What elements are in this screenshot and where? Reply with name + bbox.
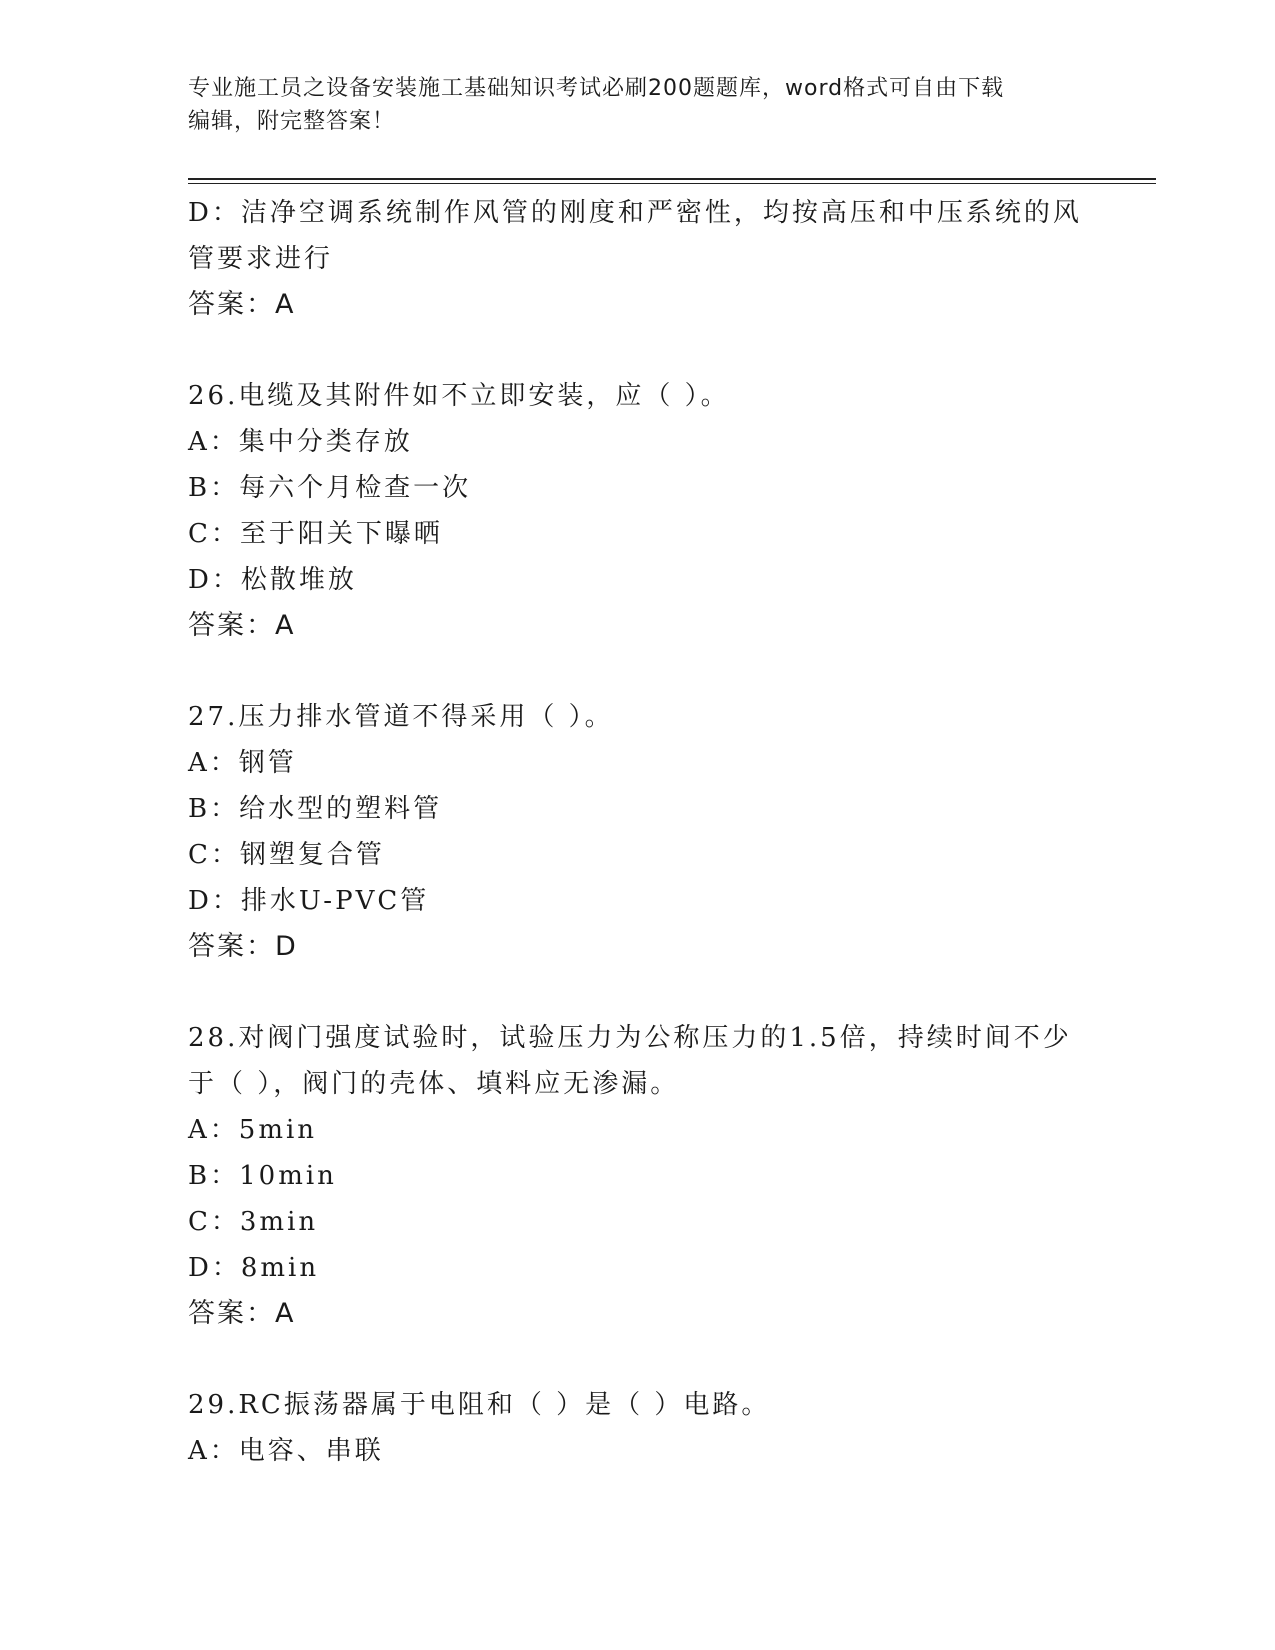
header-title-line1: 专业施工员之设备安装施工基础知识考试必刷200题题库，word格式可自由下载	[188, 76, 1005, 101]
question-stem: 29.RC振荡器属于电阻和（ ）是（ ）电路。	[188, 1390, 771, 1420]
option-d: D：洁净空调系统制作风管的刚度和严密性，均按高压和中压系统的风	[188, 198, 1082, 228]
answer-line: 答案：A	[188, 610, 296, 641]
answer-line: 答案：D	[188, 931, 298, 962]
question-stem: 28.对阀门强度试验时，试验压力为公称压力的1.5倍，持续时间不少	[188, 1023, 1072, 1053]
question-list	[188, 190, 1088, 1474]
question-block-27	[188, 694, 1088, 970]
header-title-line2: 编辑，附完整答案！	[188, 109, 396, 134]
document-header	[188, 72, 1088, 138]
question-block-prev	[188, 190, 1088, 328]
question-block-26	[188, 373, 1088, 649]
question-stem-continued: 于（ ），阀门的壳体、填料应无渗漏。	[188, 1069, 680, 1099]
option-d: D：松散堆放	[188, 565, 357, 595]
question-block-29	[188, 1382, 1088, 1474]
option-c: C：至于阳关下曝晒	[188, 519, 443, 549]
answer-line: 答案：A	[188, 289, 296, 320]
question-stem: 26.电缆及其附件如不立即安装，应（ ）。	[188, 381, 730, 411]
option-a: A：电容、串联	[188, 1436, 384, 1466]
option-a: A：5min	[188, 1115, 318, 1145]
header-divider-thick	[188, 178, 1156, 180]
question-block-28	[188, 1015, 1088, 1337]
option-b: B：每六个月检查一次	[188, 473, 472, 503]
option-a: A：集中分类存放	[188, 427, 413, 457]
answer-line: 答案：A	[188, 1298, 296, 1329]
option-d: D：排水U-PVC管	[188, 886, 430, 916]
option-d-continued: 管要求进行	[188, 244, 334, 274]
question-stem: 27.压力排水管道不得采用（ ）。	[188, 702, 614, 732]
option-d: D：8min	[188, 1253, 320, 1283]
option-c: C：钢塑复合管	[188, 840, 385, 870]
option-a: A：钢管	[188, 748, 297, 778]
option-b: B：10min	[188, 1161, 337, 1191]
option-b: B：给水型的塑料管	[188, 794, 443, 824]
header-divider-thin	[188, 183, 1156, 184]
option-c: C：3min	[188, 1207, 319, 1237]
